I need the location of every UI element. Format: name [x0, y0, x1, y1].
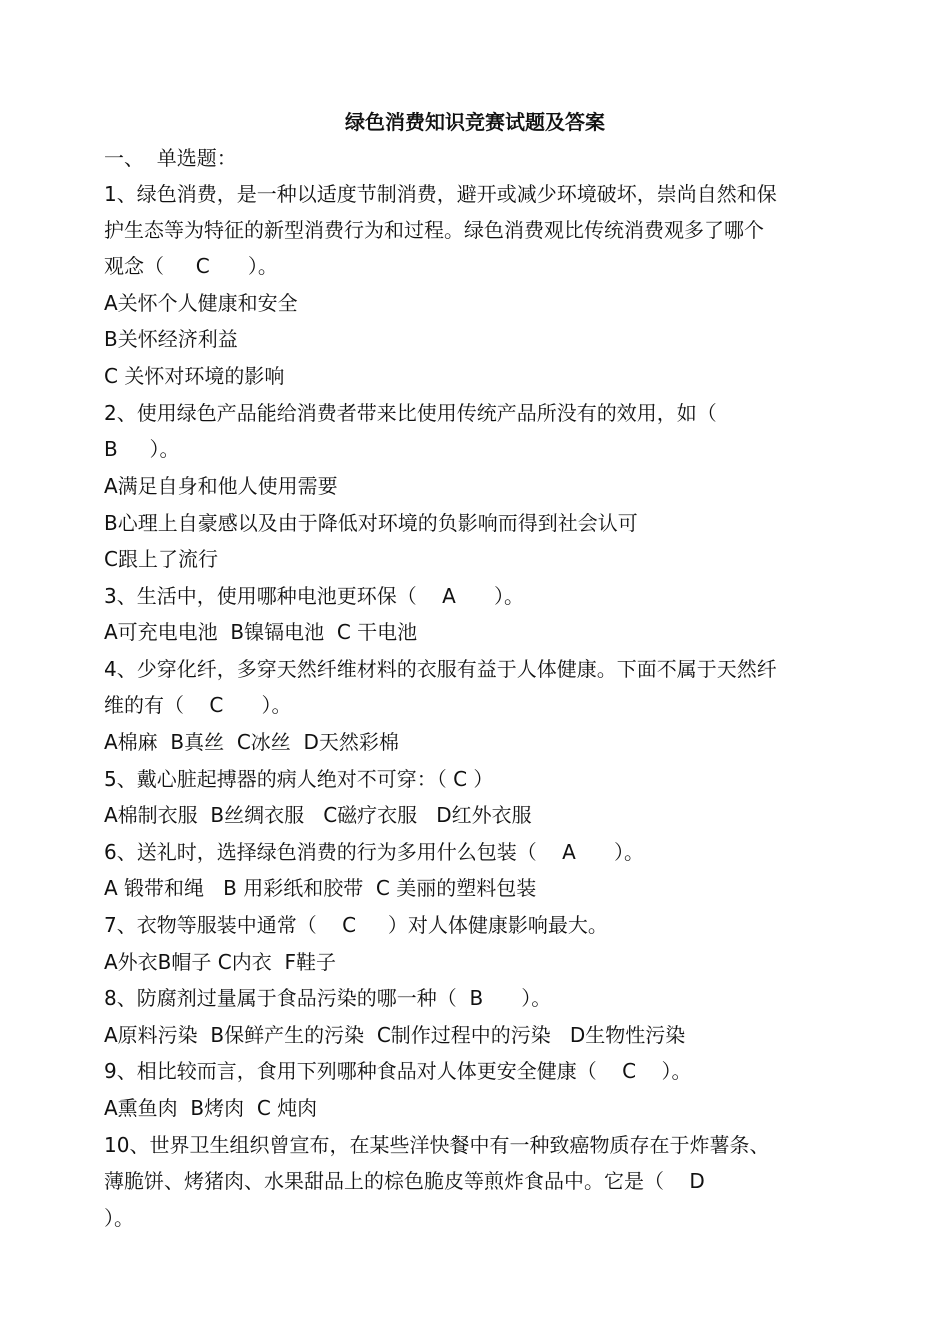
question-9: 9、相比较而言，食用下列哪种食品对人体更安全健康（ C ）。: [104, 1059, 692, 1083]
question-7-options: A外衣B帽子 C内衣 F鞋子: [104, 950, 336, 974]
question-10-line-1: 10、世界卫生组织曾宣布，在某些洋快餐中有一种致癌物质存在于炸薯条、: [104, 1133, 770, 1157]
question-1-line-2: 护生态等为特征的新型消费行为和过程。绿色消费观比传统消费观多了哪个: [104, 218, 764, 242]
question-1-line-3: 观念（ C ）。: [104, 254, 278, 278]
question-10-line-3: ）。: [104, 1206, 134, 1230]
question-7: 7、衣物等服装中通常（ C ）对人体健康影响最大。: [104, 913, 608, 937]
question-1-option-c: C 关怀对环境的影响: [104, 364, 285, 388]
question-5-options: A棉制衣服 B丝绸衣服 C磁疗衣服 D红外衣服: [104, 803, 532, 827]
question-10-line-2: 薄脆饼、烤猪肉、水果甜品上的棕色脆皮等煎炸食品中。它是（ D: [104, 1169, 705, 1193]
question-1-line-1: 1、绿色消费，是一种以适度节制消费，避开或减少环境破坏，崇尚自然和保: [104, 182, 777, 206]
question-2-line-2: B ）。: [104, 437, 180, 461]
question-9-options: A熏鱼肉 B烤肉 C 炖肉: [104, 1096, 318, 1120]
question-1-option-a: A关怀个人健康和安全: [104, 291, 298, 315]
question-1-option-b: B关怀经济利益: [104, 327, 238, 351]
question-2-option-b: B心理上自豪感以及由于降低对环境的负影响而得到社会认可: [104, 511, 638, 535]
question-3-options: A可充电电池 B镍镉电池 C 干电池: [104, 620, 418, 644]
question-8: 8、防腐剂过量属于食品污染的哪一种（ B ）。: [104, 986, 552, 1010]
question-6-options: A 锻带和绳 B 用彩纸和胶带 C 美丽的塑料包装: [104, 876, 537, 900]
question-2-option-a: A满足自身和他人使用需要: [104, 474, 338, 498]
question-2-line-1: 2、使用绿色产品能给消费者带来比使用传统产品所没有的效用，如（: [104, 401, 717, 425]
question-4-line-2: 维的有（ C ）。: [104, 693, 292, 717]
question-4-options: A棉麻 B真丝 C冰丝 D天然彩棉: [104, 730, 399, 754]
question-4-line-1: 4、少穿化纤，多穿天然纤维材料的衣服有益于人体健康。下面不属于天然纤: [104, 657, 777, 681]
question-3: 3、生活中，使用哪种电池更环保（ A ）。: [104, 584, 524, 608]
section-heading: 一、 单选题：: [104, 146, 237, 170]
question-8-options: A原料污染 B保鲜产生的污染 C制作过程中的污染 D生物性污染: [104, 1023, 686, 1047]
document-title: 绿色消费知识竞赛试题及答案: [345, 110, 605, 134]
question-5: 5、戴心脏起搏器的病人绝对不可穿：（ C ）: [104, 767, 494, 791]
question-2-option-c: C跟上了流行: [104, 547, 218, 571]
question-6: 6、送礼时，选择绿色消费的行为多用什么包装（ A ）。: [104, 840, 644, 864]
